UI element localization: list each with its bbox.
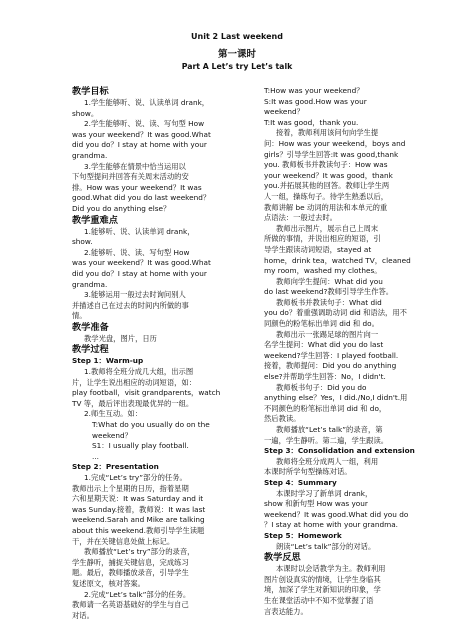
text-line: 2.能够听、说、读、写句型 How bbox=[84, 247, 190, 257]
text-line: anything else？Yes，I did./No,I didn't.用 bbox=[264, 393, 408, 403]
text-line: grandma. bbox=[72, 279, 108, 289]
text-line: weekend？ bbox=[92, 430, 132, 440]
text-line: T:How was your weekend？ bbox=[264, 86, 364, 95]
text-line: show 和新句型 How was your bbox=[264, 499, 368, 509]
text-line: girls？引导学生回答:It was good,thank bbox=[264, 149, 399, 159]
text-line: 生在课堂活动中不知不觉掌握了语 bbox=[264, 595, 374, 605]
step-heading: Step 1：Warm-up bbox=[72, 356, 144, 366]
text-line: 复述原文，核对答案。 bbox=[72, 578, 145, 588]
text-line: 并描述自己在过去的时间内所做的事 bbox=[72, 300, 189, 310]
text-line: 学生静听，捕捉关键信息，完成练习 bbox=[72, 557, 189, 567]
text-line: 干，并在关键信息处做上标记。 bbox=[72, 536, 175, 546]
text-line: 名学生提问：What did you do last bbox=[264, 340, 384, 350]
text-line: 1.完成“Let’s try”部分的任务。 bbox=[84, 473, 187, 482]
text-line: 2.完成“Let’s talk”部分的任务。 bbox=[84, 589, 191, 599]
text-line: 教师板书句子：Did you do bbox=[276, 382, 367, 392]
text-line: 教师出示图片，展示自己上周末 bbox=[276, 223, 379, 233]
text-line: weekend？ bbox=[264, 107, 304, 117]
text-line: did you do？I stay at home with your bbox=[72, 140, 207, 150]
text-line: 排。How was your weekend？It was bbox=[72, 182, 202, 192]
text-line: weekend?学生回答：I played football. bbox=[264, 350, 399, 360]
text-line: play football，visit grandparents，watch bbox=[72, 388, 221, 398]
text-line: 教师出示上个星期的日历，指着星期 bbox=[72, 483, 189, 493]
text-line: weekend？It was good.What did you do bbox=[264, 509, 409, 519]
text-line: grandma. bbox=[72, 150, 108, 160]
text-line: 3.学生能够在情景中恰当运用以 bbox=[84, 161, 186, 171]
text-line: 2.学生能够听、说、读、写句型 How bbox=[84, 119, 205, 129]
text-line: show。 bbox=[72, 108, 99, 118]
text-line: 教师板书并教读句子：What did bbox=[276, 297, 382, 307]
text-line: you do？着重强调助动词 did 和语法，用不 bbox=[264, 308, 407, 318]
text-line: 2.师生互动。如： bbox=[84, 409, 143, 419]
section-heading: 教学重难点 bbox=[72, 214, 118, 226]
text-line: 朗读“Let’s talk”部分的对话。 bbox=[276, 541, 376, 551]
text-line: ... bbox=[92, 451, 99, 461]
text-line: 教师讲解 be 动词的用法和本单元的重 bbox=[264, 202, 388, 212]
text-line: T:It was good，thank you. bbox=[264, 117, 359, 127]
text-line: 导学生跟读动词短语，stayed at bbox=[264, 244, 372, 254]
text-line: was your weekend？It was good.What bbox=[72, 129, 211, 139]
section-heading: 教学准备 bbox=[72, 321, 109, 333]
text-line: you.并拓展其他的回答。教师让学生两 bbox=[264, 181, 390, 191]
text-line: 教师播放“Let’s try”部分的录音， bbox=[84, 547, 195, 557]
unit-title: Unit 2 Last weekend bbox=[191, 32, 283, 41]
text-line: 本课时以会话教学为主。教师利用 bbox=[276, 564, 386, 574]
text-line: 教师将全班分成两人一组，利用 bbox=[276, 456, 379, 466]
text-line: 3.能够运用一般过去时询问别人 bbox=[84, 290, 186, 300]
lesson-title: 第一课时 bbox=[217, 49, 256, 60]
text-line: 教学光盘，图片，日历 bbox=[84, 333, 157, 343]
text-line: else?并帮助学生回答：No，I didn't. bbox=[264, 372, 386, 382]
text-line: good.What did you do last weekend？ bbox=[72, 193, 211, 203]
text-line: 言表达能力。 bbox=[264, 606, 308, 616]
part-title: Part A Let’s try Let’s talk bbox=[181, 62, 293, 71]
text-line: my room，washed my clothes。 bbox=[264, 266, 382, 276]
text-line: was Sunday.接着，教师说：It was last bbox=[72, 504, 206, 514]
text-line: TV 等，最后评出表现最优异的一组。 bbox=[72, 398, 194, 408]
text-line: 问：How was your weekend，boys and bbox=[264, 138, 406, 148]
text-line: 点语法：一般过去时。 bbox=[264, 213, 337, 223]
text-line: 对话。 bbox=[72, 610, 94, 620]
text-line: did you do？I stay at home with your bbox=[72, 268, 207, 278]
text-line: Did you do anything else？ bbox=[72, 203, 171, 213]
text-line: 本课时所学句型操练对话。 bbox=[264, 467, 352, 477]
text-line: 同颜色的粉笔标出单词 did 和 do。 bbox=[264, 319, 379, 329]
text-line: do last weekend?教师引导学生作答。 bbox=[264, 287, 394, 297]
left-column bbox=[72, 86, 267, 621]
text-line: 1.能够听、说、认读单词 drank， bbox=[84, 226, 195, 236]
right-column bbox=[264, 86, 459, 617]
text-line: 图片创设真实的情境，让学生身临其 bbox=[264, 574, 381, 584]
text-line: was your weekend？It was good.What bbox=[72, 258, 211, 268]
step-heading: Step 3：Consolidation and extension bbox=[264, 446, 415, 456]
text-line: 1.学生能够听、说、认读单词 drank， bbox=[84, 98, 210, 107]
text-line: 人一组，操练句子。待学生熟悉以后， bbox=[264, 191, 389, 201]
section-heading: 教学反思 bbox=[264, 552, 301, 564]
text-line: 教师请一名英语基础好的学生与自己 bbox=[72, 600, 189, 610]
text-line: about this weekend.教师引导学生读题 bbox=[72, 525, 205, 535]
text-line: 本课时学习了新单词 drank， bbox=[276, 488, 373, 498]
text-line: you. 教师板书并教读句子：How was bbox=[264, 160, 388, 170]
text-line: 境，加深了学生对新知识的印象，学 bbox=[264, 585, 381, 595]
text-line: 所做的事情，并说出相应的短语，引 bbox=[264, 234, 381, 244]
step-heading: Step 5：Homework bbox=[264, 530, 342, 540]
text-line: T:What do you usually do on the bbox=[92, 420, 210, 430]
text-line: 接着，教师利用该问句向学生提 bbox=[276, 128, 379, 138]
text-line: 一遍，学生静听。第二遍，学生跟读。 bbox=[264, 435, 389, 445]
text-line: 教师出示一张踢足球的图片向一 bbox=[276, 329, 379, 339]
step-heading: Step 2：Presentation bbox=[72, 462, 159, 472]
text-line: 片，让学生说出相应的动词短语，如： bbox=[72, 377, 197, 387]
text-line: 接着，教师提问：Did you do anything bbox=[264, 361, 397, 371]
step-heading: Step 4：Summary bbox=[264, 477, 337, 487]
text-line: 下句型提问并回答有关周末活动的安 bbox=[72, 172, 189, 182]
text-line: S:It was good.How was your bbox=[264, 96, 367, 106]
text-line: ？I stay at home with your grandma. bbox=[264, 520, 398, 530]
text-line: 1.教师将全班分成几大组，出示图 bbox=[84, 367, 194, 377]
text-line: home，drink tea，watched TV，cleaned bbox=[264, 255, 411, 265]
text-line: 情。 bbox=[72, 311, 87, 321]
text-line: 教师向学生提问：What did you bbox=[276, 276, 383, 286]
text-line: show. bbox=[72, 237, 93, 247]
text-line: 六和星期天说：It was Saturday and it bbox=[72, 494, 204, 504]
text-line: S1：I usually play football. bbox=[92, 441, 189, 451]
section-heading: 教学目标 bbox=[72, 86, 109, 97]
text-line: 题。最后，教师播放录音，引导学生 bbox=[72, 568, 189, 578]
text-line: 教师播放“Let’s talk”的录音，第 bbox=[276, 425, 383, 434]
text-line: 然后教读。 bbox=[264, 414, 301, 424]
text-line: your weekend？It was good，thank bbox=[264, 170, 393, 180]
section-heading: 教学过程 bbox=[72, 344, 109, 356]
text-line: 不同颜色的粉笔标出单词 did 和 do， bbox=[264, 403, 387, 413]
text-line: weekend.Sarah and Mike are talking bbox=[72, 515, 205, 525]
